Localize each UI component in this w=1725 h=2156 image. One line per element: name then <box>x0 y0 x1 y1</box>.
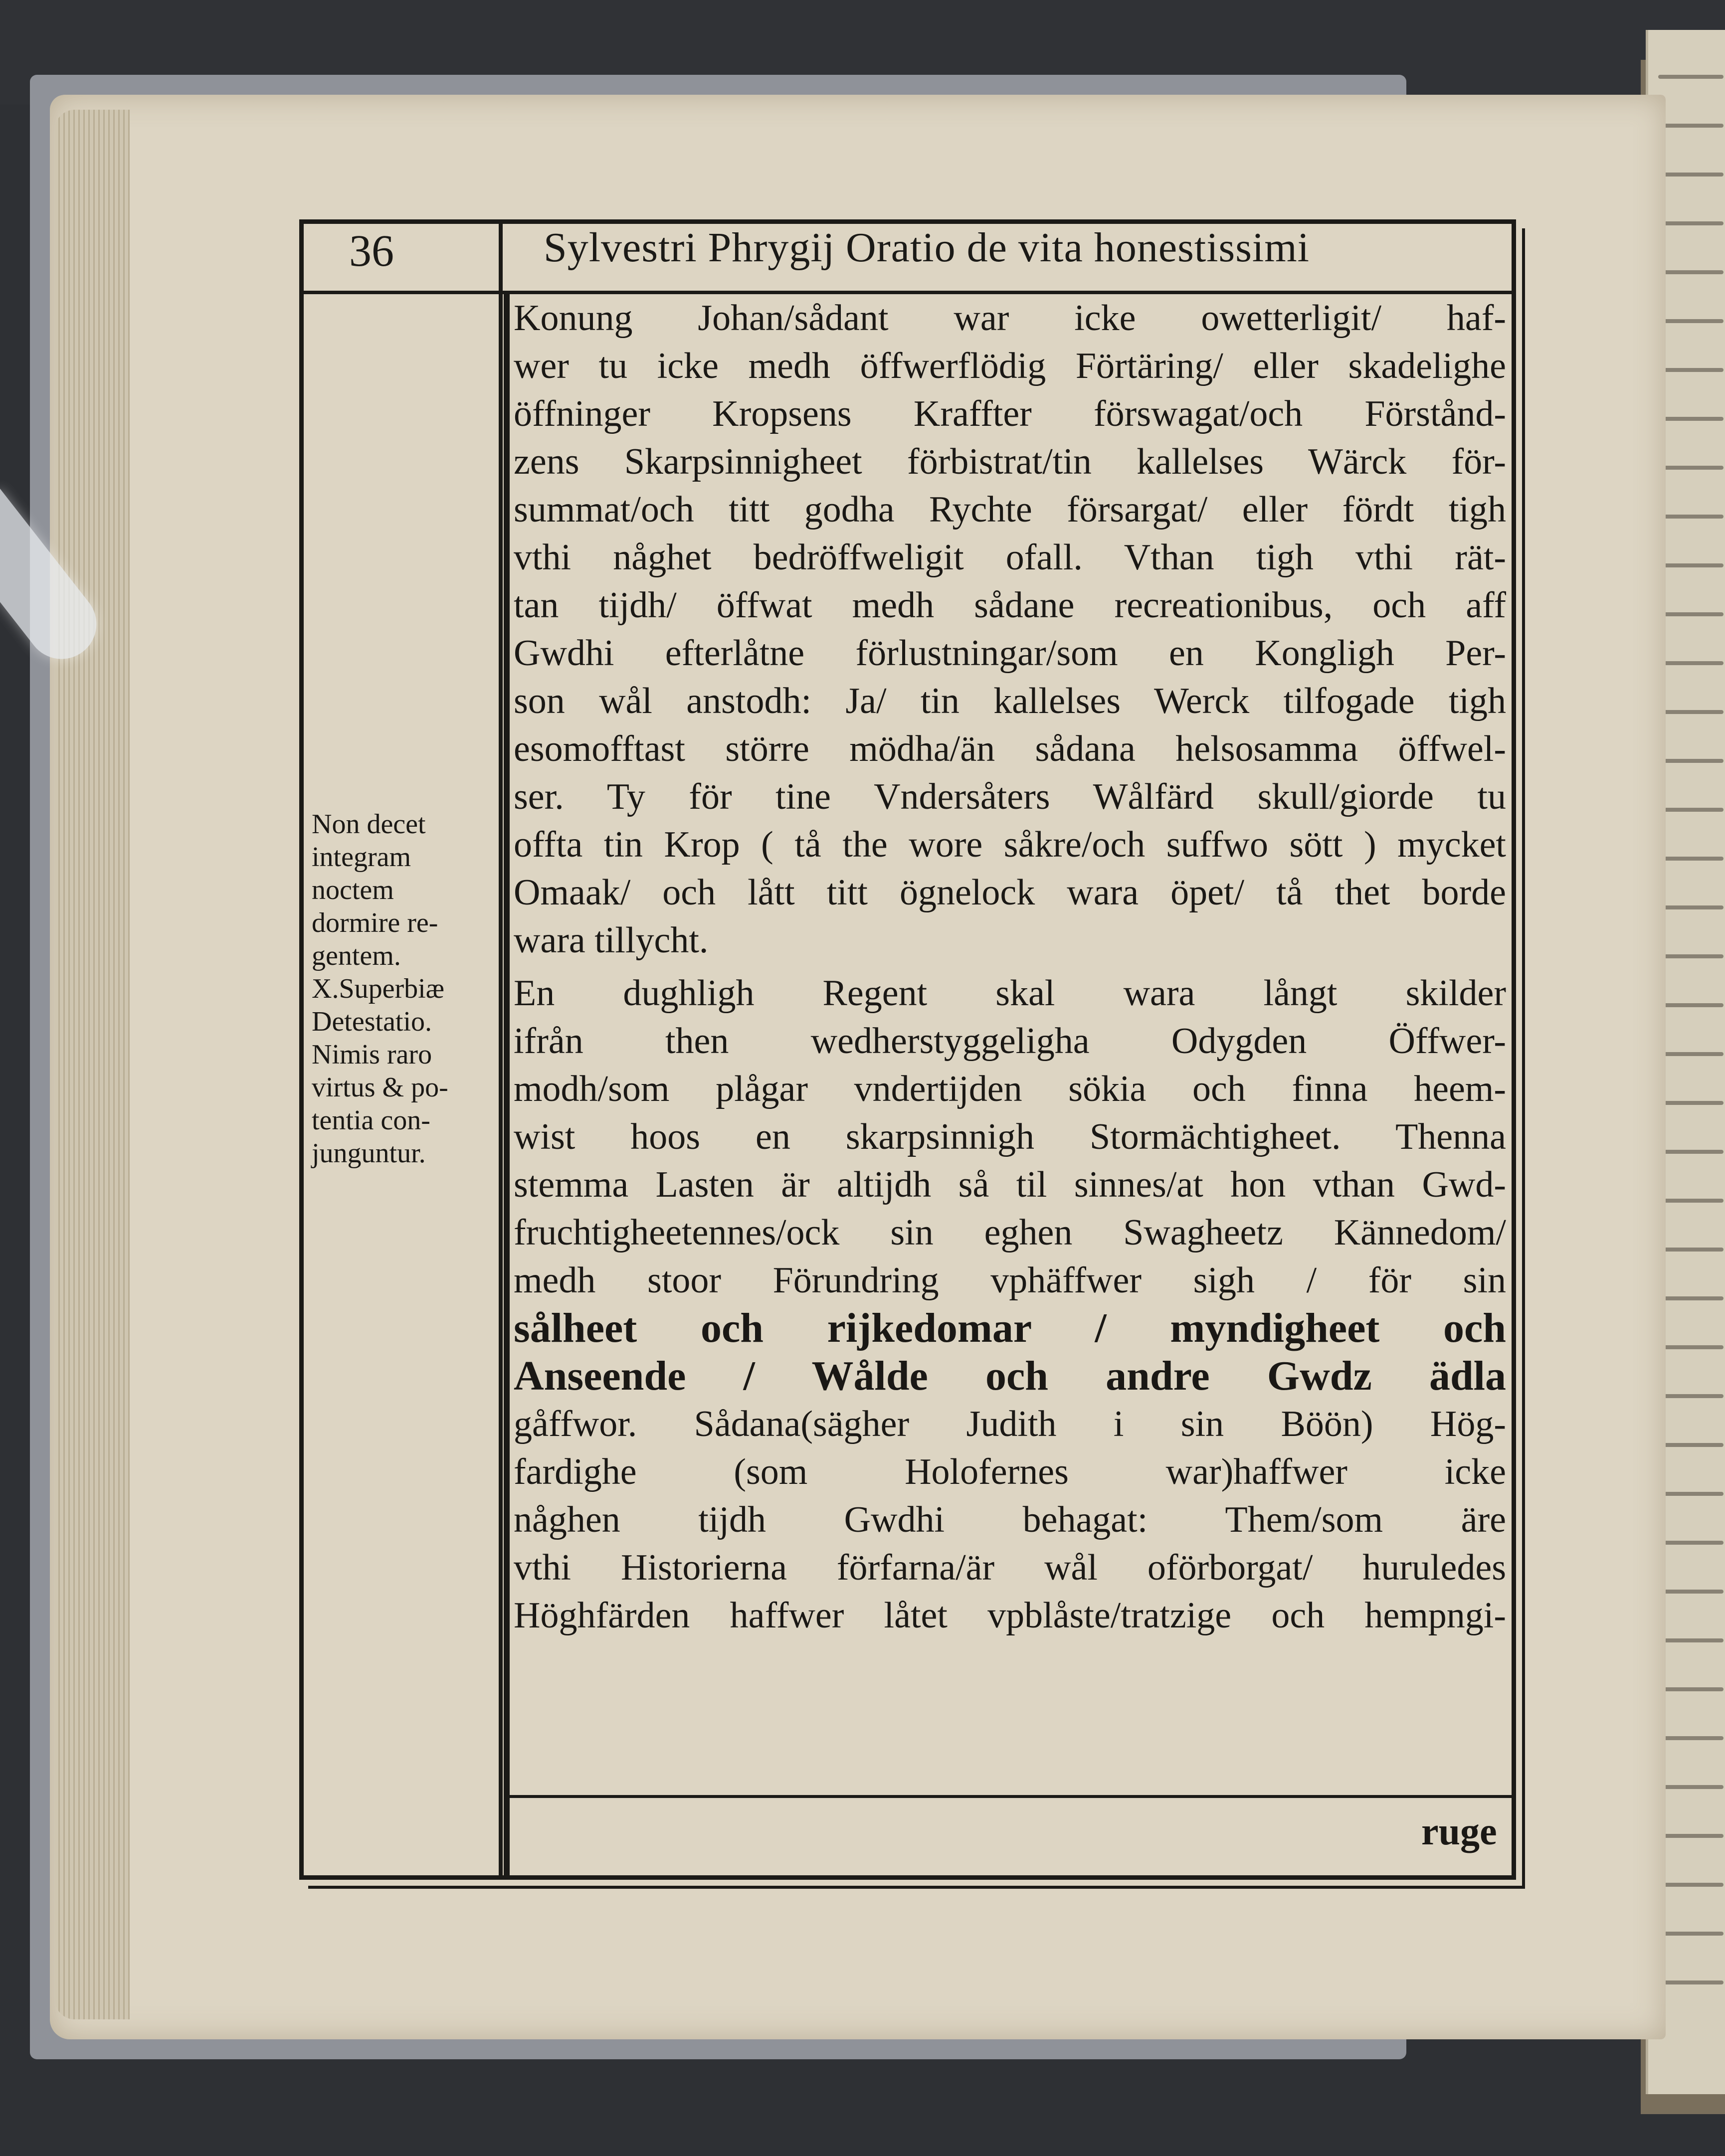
margin-note-line: dormire re- <box>312 907 438 938</box>
margin-note-line: tentia con- <box>312 1105 430 1136</box>
text-line: tan tijdh/ öffwat medh sådane recreationibus, och aff <box>514 585 1506 626</box>
text-line: ifrån then wedherstyggeligha Odygden Öffwer- <box>514 1021 1506 1062</box>
text-line: En dughligh Regent skal wara långt skilder <box>514 973 1506 1014</box>
text-line: öffninger Kropsens Kraffter förswagat/och Förstånd- <box>514 393 1506 434</box>
text-line: någhen tijdh Gwdhi behagat: Them/som äre <box>514 1499 1506 1540</box>
page-number: 36 <box>349 226 394 276</box>
margin-note-line: Nimis raro <box>312 1039 432 1070</box>
text-line: Gwdhi efterlåtne förlustningar/som en Kongligh Per- <box>514 633 1506 674</box>
text-line: Konung Johan/sådant war icke owetterligit/ haf- <box>514 298 1506 339</box>
margin-note-line: gentem. <box>312 940 401 971</box>
text-line: wer tu icke medh öffwerflödig Förtäring/ eller skadelighe <box>514 346 1506 386</box>
margin-note-line: Non decet <box>312 809 426 840</box>
margin-note-line: noctem <box>312 875 394 905</box>
text-line: fardighe (som Holofernes war)haffwer icke <box>514 1451 1506 1492</box>
text-line: gåffwor. Sådana(sägher Judith i sin Böön) Hög- <box>514 1404 1506 1444</box>
text-line: wist hoos en skarpsinnigh Stormächtigheet. Thenna <box>514 1116 1506 1157</box>
text-line: medh stoor Förundring vphäffwer sigh / för sin <box>514 1260 1506 1301</box>
text-line: fruchtigheetennes/ock sin eghen Swagheetz Kännedom/ <box>514 1212 1506 1253</box>
running-head: Sylvestri Phrygij Oratio de vita honestissimi <box>544 224 1310 271</box>
body-text <box>514 294 1506 1639</box>
text-line: summat/och titt godha Rychte försargat/ eller fördt tigh <box>514 489 1506 530</box>
margin-note-line: integram <box>312 842 411 873</box>
footer-rule <box>504 1795 1516 1798</box>
text-line: ser. Ty för tine Vndersåters Wålfärd skull/giorde tu <box>514 776 1506 817</box>
text-line: sålheet och rijkedomar / myndigheet och <box>514 1305 1506 1351</box>
text-line: Omaak/ och lått titt ögnelock wara öpet/ tå thet borde <box>514 872 1506 913</box>
text-line: esomofftast större mödha/än sådana helsosamma öffwel- <box>514 728 1506 769</box>
page-edges <box>55 110 130 2019</box>
text-line: modh/som plågar vndertijden sökia och finna heem- <box>514 1069 1506 1109</box>
show-through-text <box>349 429 499 464</box>
text-line: stemma Lasten är altijdh så til sinnes/at hon vthan Gwd- <box>514 1164 1506 1205</box>
margin-notes <box>312 808 496 1170</box>
margin-column-rule <box>499 219 503 1880</box>
text-line: Höghfärden haffwer låtet vpblåste/tratzige och hempngi- <box>514 1595 1506 1636</box>
body-column-rule <box>504 294 510 1880</box>
text-line: vthi någhet bedröffweligit ofall. Vthan tigh vthi rät- <box>514 537 1506 578</box>
text-line: Anseende / Wålde och andre Gwdz ädla <box>514 1353 1506 1399</box>
margin-note-line: Detestatio. <box>312 1006 432 1037</box>
margin-note-line: X.Superbiæ <box>312 973 444 1004</box>
margin-note-line: junguntur. <box>312 1138 426 1169</box>
text-line: wara tillycht. <box>514 920 709 961</box>
catchword: ruge <box>1421 1809 1497 1853</box>
text-line: offta tin Krop ( tå the wore såkre/och suffwo sött ) mycket <box>514 824 1506 865</box>
text-line: son wål anstodh: Ja/ tin kallelses Werck tilfogade tigh <box>514 681 1506 721</box>
margin-note-line: virtus & po- <box>312 1072 448 1103</box>
text-line: vthi Historierna förfarna/är wål oförborgat/ huruledes <box>514 1547 1506 1588</box>
text-line: zens Skarpsinnigheet förbistrat/tin kallelses Wärck för- <box>514 441 1506 482</box>
